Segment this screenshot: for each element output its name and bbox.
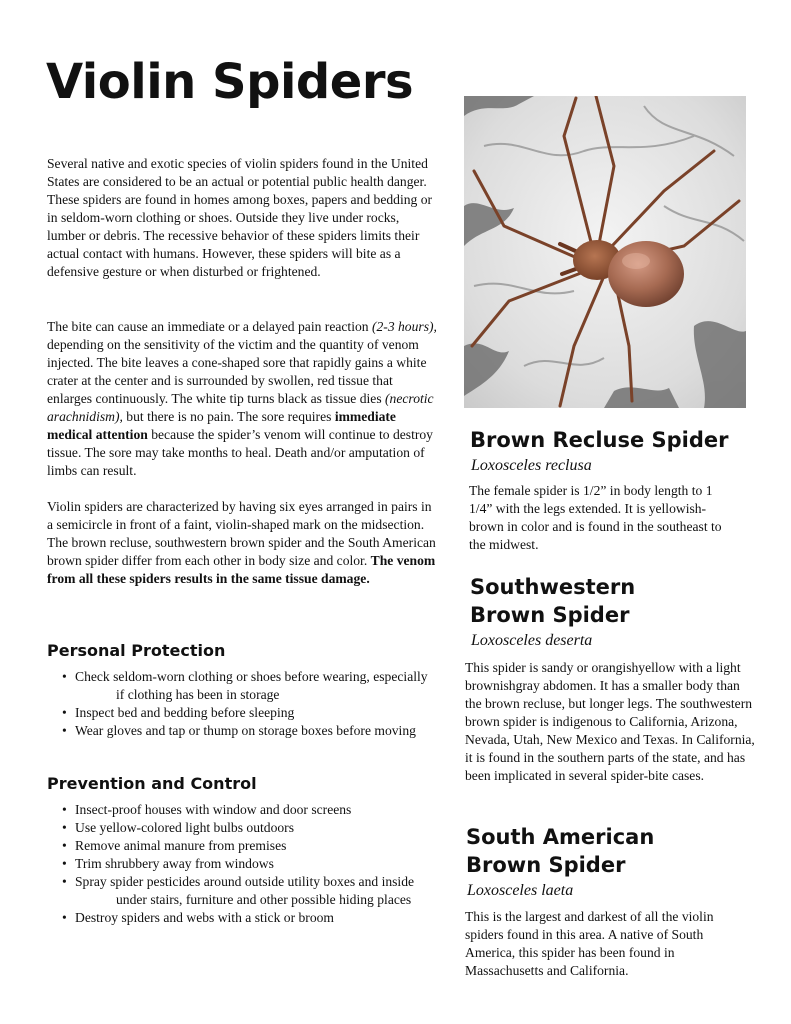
intro-text-2	[47, 318, 439, 480]
scientific-name: Loxosceles laeta	[467, 882, 574, 899]
species-description: This spider is sandy or orangishyellow with a light brownishgray abdomen. It has a smaller body than the brown recluse, but longer legs. The southwestern brown spider is indigenous to California, Arizona, Nevada, Utah, New Mexico and Texas. In California, it is found in the southern parts of the state, and has been implicated in several spider-bite cases.	[465, 660, 755, 783]
list-item-text: Insect-proof houses with window and door screens	[75, 802, 352, 817]
bullet-icon: •	[62, 705, 67, 720]
heading-line: Brown Spider	[466, 853, 626, 877]
bullet-icon: •	[62, 910, 67, 925]
bullet-icon: •	[62, 838, 67, 853]
intro-paragraph-1	[47, 155, 439, 281]
heading-line: Brown Spider	[470, 603, 630, 627]
list-item	[62, 873, 432, 909]
text-run: because the spider’s venom will continue to destroy tissue. The sore may take months to heal. Death and/or amputation of limbs can result.	[47, 427, 433, 478]
bullet-icon: •	[62, 669, 67, 684]
bold-run: immediate medical attention	[47, 409, 396, 442]
species-heading-southwestern	[470, 573, 635, 629]
intro-paragraph-3	[47, 498, 439, 588]
list-item-text: Remove animal manure from premises	[75, 838, 287, 853]
spider-abdomen	[608, 241, 684, 307]
species-heading-south-american	[466, 823, 654, 879]
text-run: Violin spiders are characterized by having six eyes arranged in pairs in a semicircle in front of a faint, violin-shaped mark on the midsection. The brown recluse, southwestern brown spider and the South American brown spider differ from each other in body size and color.	[47, 499, 436, 568]
bullet-icon: •	[62, 874, 67, 889]
spider-photo	[464, 96, 746, 408]
list-item	[62, 704, 432, 722]
bold-run: The venom from all these spiders results in the same tissue damage.	[47, 553, 436, 586]
intro-text-3	[47, 498, 439, 588]
bullet-icon: •	[62, 820, 67, 835]
italic-run: (necrotic arachnidism),	[47, 391, 434, 424]
species-description: This is the largest and darkest of all the violin spiders found in this area. A native of South America, this spider has been found in Massachusetts and California.	[465, 909, 714, 978]
bullet-icon: •	[62, 723, 67, 738]
scientific-name: Loxosceles deserta	[471, 632, 593, 649]
scientific-name: Loxosceles reclusa	[471, 457, 592, 474]
list-item	[62, 855, 432, 873]
list-item	[62, 668, 432, 704]
prevention-heading: Prevention and Control	[47, 774, 257, 793]
personal-protection-list	[62, 668, 432, 740]
italic-run: (2-3 hours),	[371, 319, 437, 334]
list-item	[62, 909, 432, 927]
list-item-text: Destroy spiders and webs with a stick or broom	[75, 910, 334, 925]
intro-paragraph-2	[47, 318, 439, 480]
text-run: depending on the sensitivity of the victim and the quantity of venom injected. The bite leaves a cone-shaped sore that rapidly gains a white crater at the center and is surrounded by swollen, red tissue that enlarges continuously. The white tip turns black as tissue dies	[47, 337, 427, 406]
list-item-text: Use yellow-colored light bulbs outdoors	[75, 820, 294, 835]
species-description: The female spider is 1/2” in body length to 1 1/4” with the legs extended. It is yellowish-brown in color and is found in the southeast to the midwest.	[469, 483, 722, 552]
list-item-text: Check seldom-worn clothing or shoes before wearing, especially if clothing has been in storage	[75, 669, 428, 702]
list-item	[62, 837, 432, 855]
bullet-icon: •	[62, 802, 67, 817]
bullet-icon: •	[62, 856, 67, 871]
list-item	[62, 722, 432, 740]
personal-protection-heading: Personal Protection	[47, 641, 226, 660]
list-item-text: Wear gloves and tap or thump on storage boxes before moving	[75, 723, 416, 738]
list-item-text: Spray spider pesticides around outside utility boxes and inside under stairs, furniture and other possible hiding places	[75, 874, 415, 907]
list-item-text: Trim shrubbery away from windows	[75, 856, 274, 871]
species-heading-brown-recluse: Brown Recluse Spider	[470, 428, 729, 452]
intro-text-1: Several native and exotic species of violin spiders found in the United States are considered to be an actual or potential public health danger. These spiders are found in homes among boxes, papers and bedding or in seldom-worn clothing or shoes. Outside they live under rocks, lumber or debris. The recessive behavior of these spiders limits their actual contact with humans. However, these spiders will bite as a defensive gesture or when disturbed or frightened.	[47, 156, 433, 279]
heading-line: South American	[466, 825, 655, 849]
heading-line: Southwestern	[470, 575, 636, 599]
prevention-list	[62, 801, 432, 927]
list-item-text: Inspect bed and bedding before sleeping	[75, 705, 295, 720]
text-run: The bite can cause an immediate or a delayed pain reaction	[47, 319, 372, 334]
page-title: Violin Spiders	[46, 54, 414, 110]
list-item	[62, 819, 432, 837]
list-item	[62, 801, 432, 819]
text-run: but there is no pain. The sore requires	[122, 409, 335, 424]
